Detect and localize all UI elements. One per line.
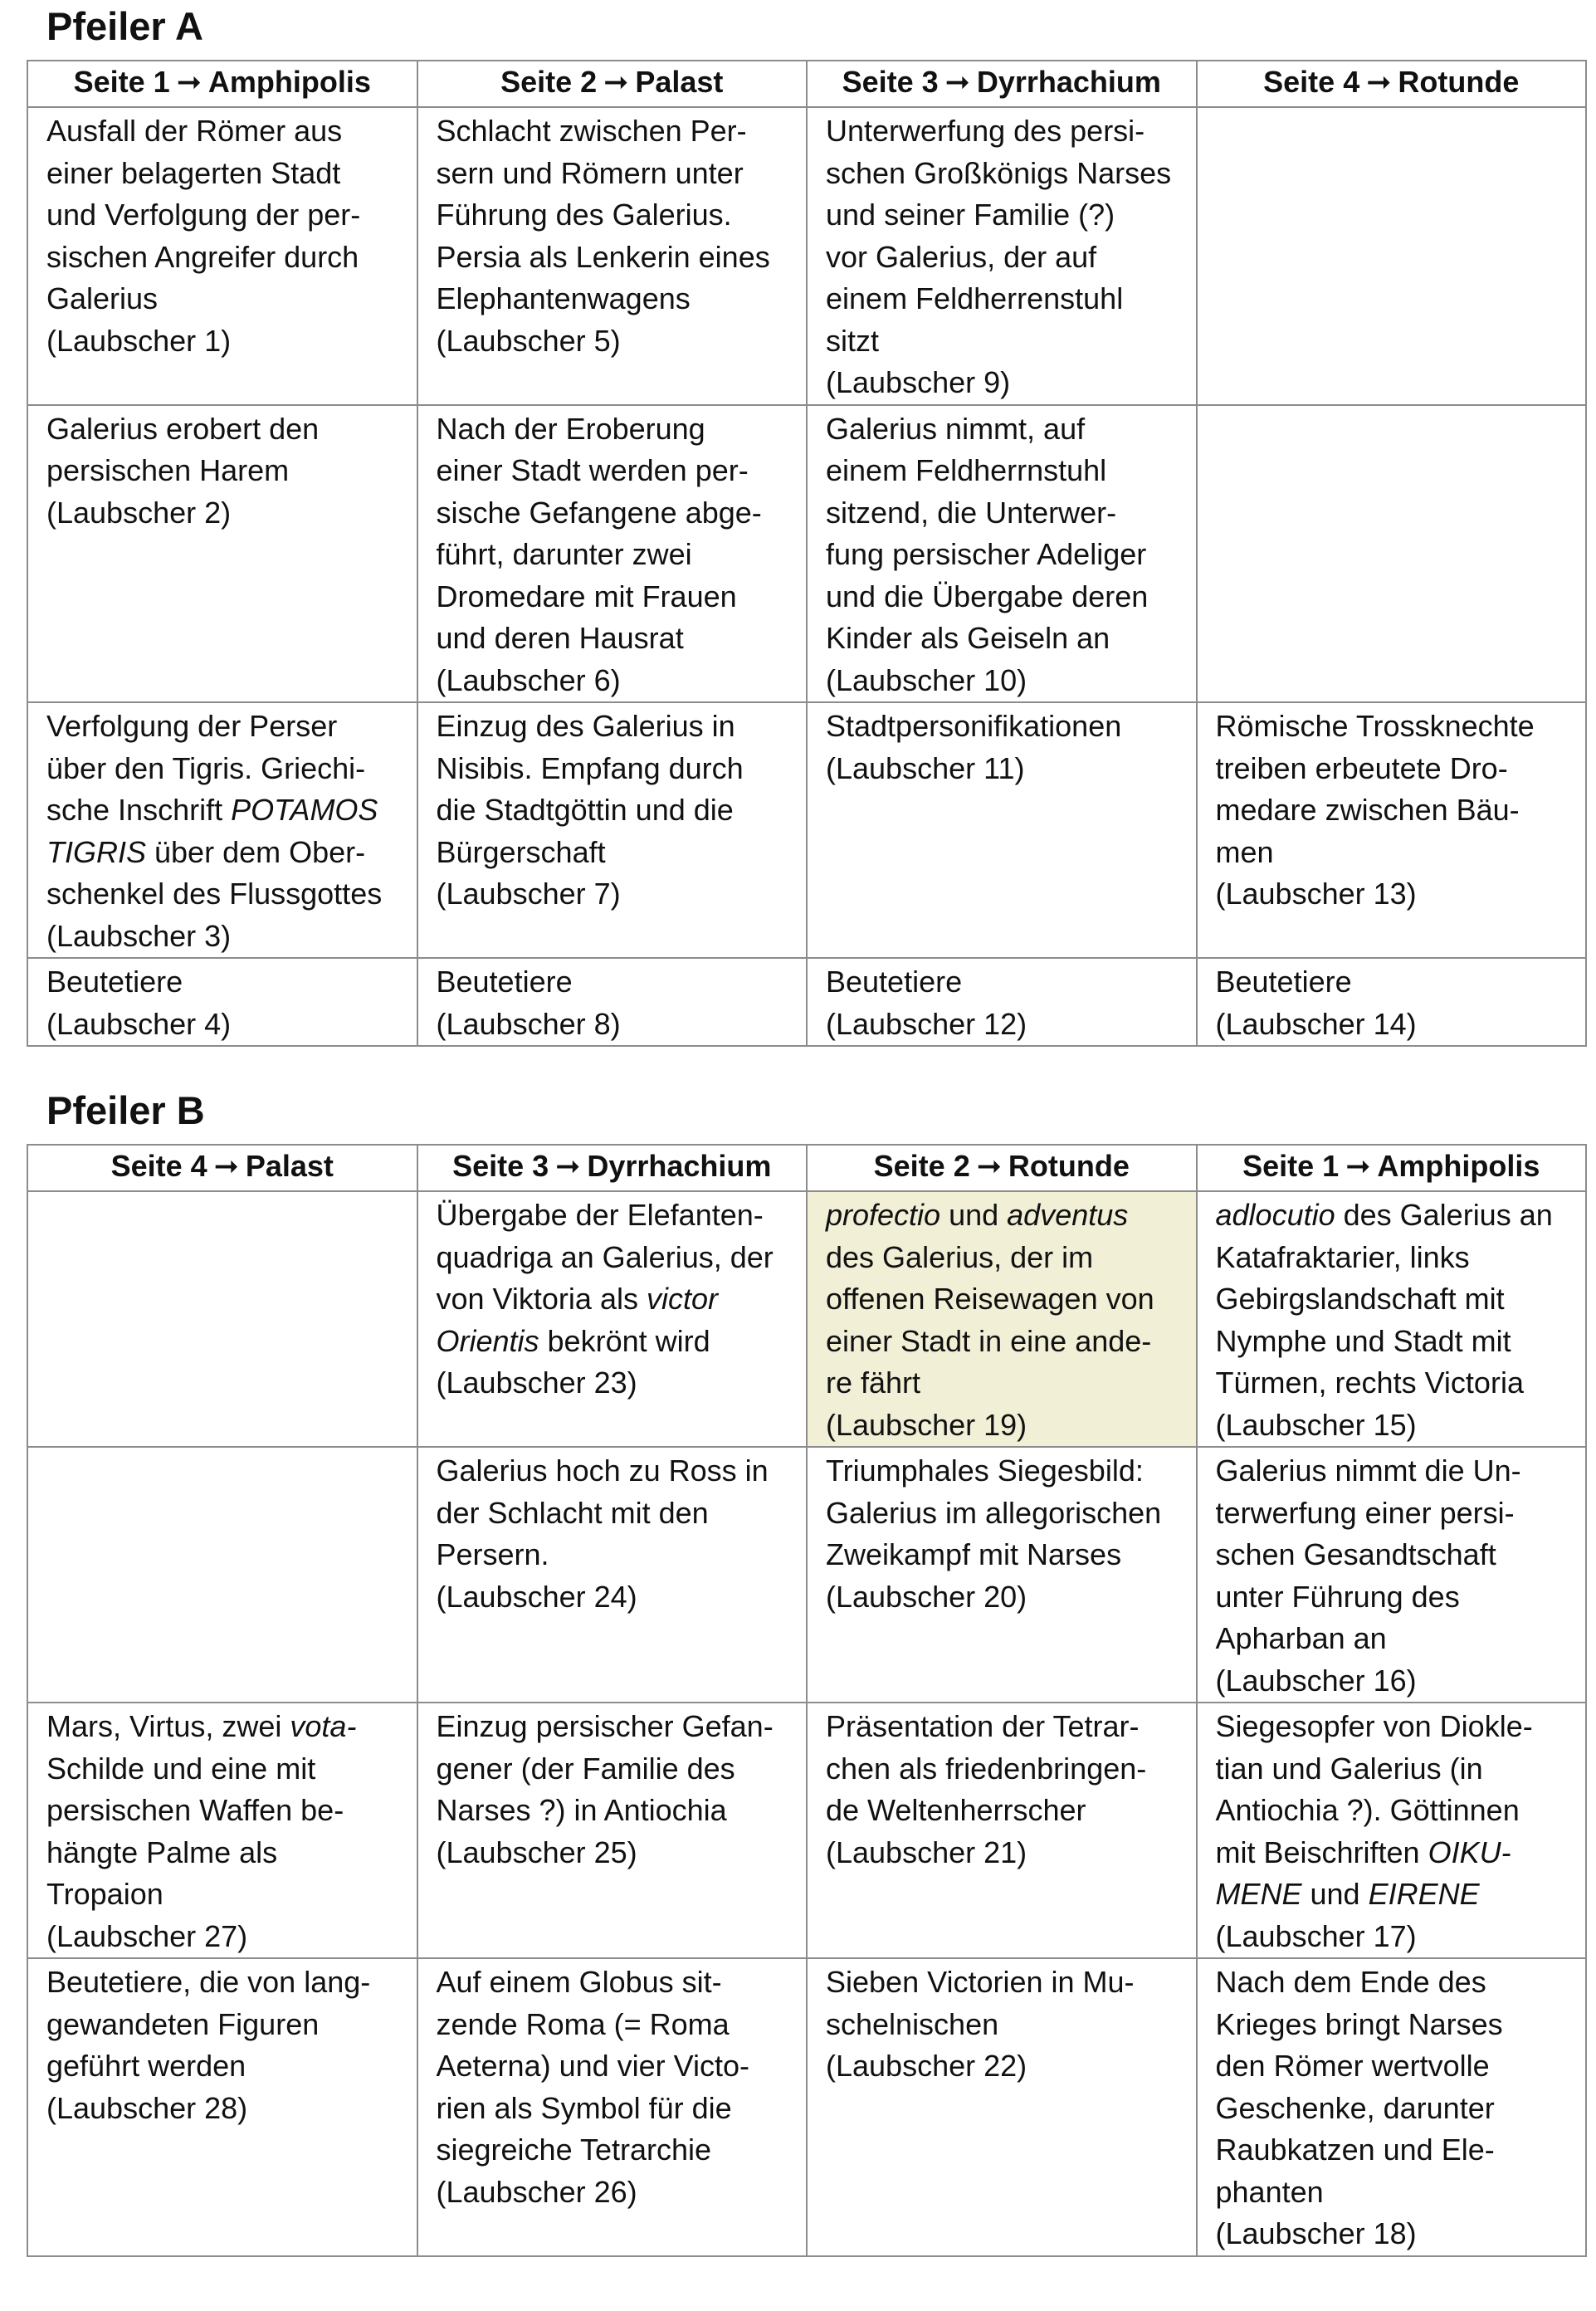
cell-line: (Laubscher 2) [46, 495, 232, 530]
table-row [27, 1703, 1586, 1958]
header-target: Rotunde [1398, 65, 1520, 99]
cell-line: (Laubscher 13) [1215, 877, 1417, 911]
table-cell [417, 1958, 808, 2256]
table-cell [417, 958, 808, 1046]
cell-line: des Galerius, der im [826, 1239, 1094, 1274]
cell-line: Verfolgung der Perser [46, 709, 338, 743]
cell-line: Mars, Virtus, zwei vota- [46, 1709, 357, 1743]
table-cell [27, 1958, 417, 2256]
cell-line: vor Galerius, der auf [826, 239, 1097, 274]
cell-line: Tropaion [46, 1877, 164, 1911]
cell-line: Dromedare mit Frauen [436, 579, 737, 613]
cell-line: einer Stadt werden per- [436, 453, 749, 487]
pillar-b-table [27, 1144, 1587, 2257]
header-target: Dyrrhachium [587, 1149, 772, 1183]
cell-line: (Laubscher 21) [826, 1835, 1027, 1869]
pillar-a-title: Pfeiler A [46, 4, 203, 48]
cell-line: (Laubscher 28) [46, 2090, 248, 2125]
table-cell [1197, 107, 1587, 405]
header-target: Amphipolis [207, 65, 371, 99]
cell-line: adlocutio des Galerius an [1215, 1198, 1553, 1232]
table-cell [807, 405, 1197, 703]
table-cell [417, 107, 808, 405]
cell-line: phanten [1215, 2174, 1324, 2209]
cell-line: gener (der Familie des [436, 1751, 735, 1786]
table-cell [27, 958, 417, 1046]
table-cell [807, 1191, 1197, 1447]
table-row [27, 1447, 1586, 1703]
cell-line: zende Roma (= Roma [436, 2006, 730, 2041]
cell-line: de Weltenherrscher [826, 1793, 1086, 1827]
table-row [27, 1958, 1586, 2256]
pillar-a-column-header [417, 61, 808, 107]
arrow-right-icon: ➞ [1345, 1149, 1371, 1183]
cell-line: Galerius hoch zu Ross in [436, 1454, 769, 1488]
cell-line: Nach der Eroberung [436, 411, 705, 446]
cell-line: Ausfall der Römer aus [46, 114, 343, 148]
cell-line: treiben erbeutete Dro- [1215, 750, 1508, 785]
cell-line: Nisibis. Empfang durch [436, 750, 744, 785]
cell-line: gewandeten Figuren [46, 2006, 320, 2041]
cell-line: Präsentation der Tetrar- [826, 1709, 1140, 1743]
table-cell [807, 702, 1197, 958]
table-cell [27, 1191, 417, 1447]
cell-line: Beutetiere [46, 965, 183, 999]
cell-line: Bürgerschaft [436, 834, 606, 869]
cell-line: von Viktoria als victor [436, 1282, 718, 1316]
cell-line: Triumphales Siegesbild: [826, 1454, 1144, 1488]
pillar-b-column-header [807, 1145, 1197, 1191]
cell-line: Führung des Galerius. [436, 198, 732, 232]
cell-line: und die Übergabe deren [826, 579, 1149, 613]
arrow-right-icon: ➞ [213, 1149, 239, 1183]
header-target: Dyrrhachium [976, 65, 1161, 99]
cell-line: (Laubscher 14) [1215, 1006, 1417, 1041]
cell-line: der Schlacht mit den [436, 1495, 709, 1530]
arrow-right-icon: ➞ [976, 1149, 1002, 1183]
table-cell [807, 958, 1197, 1046]
cell-line: re fährt [826, 1366, 921, 1400]
cell-line: Kinder als Geiseln an [826, 621, 1110, 655]
cell-line: schenkel des Flussgottes [46, 877, 383, 911]
header-side: Seite 4 [110, 1149, 207, 1183]
header-side: Seite 3 [842, 65, 939, 99]
cell-line: Beutetiere [436, 965, 573, 999]
cell-line: men [1215, 834, 1274, 869]
pillar-b-section [27, 1084, 1587, 2257]
cell-line: Antiochia ?). Göttinnen [1215, 1793, 1520, 1827]
table-row [27, 107, 1586, 405]
table-cell [1197, 702, 1587, 958]
cell-line: sitzend, die Unterwer- [826, 495, 1117, 530]
cell-line: Einzug des Galerius in [436, 709, 735, 743]
pillar-b-column-header [1197, 1145, 1587, 1191]
cell-line: Zweikampf mit Narses [826, 1537, 1122, 1571]
pillar-a-column-header [1197, 61, 1587, 107]
cell-line: Beutetiere [1215, 965, 1352, 999]
table-row [27, 1191, 1586, 1447]
cell-line: Siegesopfer von Diokle- [1215, 1709, 1533, 1743]
cell-line: sische Gefangene abge- [436, 495, 762, 530]
cell-line: offenen Reisewagen von [826, 1282, 1154, 1316]
cell-line: unter Führung des [1215, 1579, 1460, 1614]
arrow-right-icon: ➞ [944, 65, 970, 99]
cell-line: Türmen, rechts Victoria [1215, 1366, 1524, 1400]
cell-line: Galerius [46, 281, 159, 315]
table-row [27, 702, 1586, 958]
header-target: Rotunde [1008, 1149, 1130, 1183]
cell-line: Narses ?) in Antiochia [436, 1793, 727, 1827]
cell-line: (Laubscher 12) [826, 1006, 1027, 1041]
cell-line: Raubkatzen und Ele- [1215, 2133, 1495, 2167]
cell-line: und seiner Familie (?) [826, 198, 1115, 232]
header-target: Amphipolis [1377, 1149, 1540, 1183]
cell-line: einer Stadt in eine ande- [826, 1323, 1152, 1358]
cell-line: (Laubscher 26) [436, 2174, 637, 2209]
cell-line: (Laubscher 4) [46, 1006, 232, 1041]
cell-line: Galerius im allegorischen [826, 1495, 1162, 1530]
cell-line: Sieben Victorien in Mu- [826, 1965, 1135, 1999]
table-cell [417, 702, 808, 958]
cell-line: Nymphe und Stadt mit [1215, 1323, 1511, 1358]
cell-line: (Laubscher 5) [436, 323, 621, 358]
cell-line: (Laubscher 18) [1215, 2216, 1417, 2250]
table-cell [1197, 958, 1587, 1046]
cell-line: sitzt [826, 323, 880, 358]
cell-line: schen Gesandtschaft [1215, 1537, 1496, 1571]
cell-line: Orientis bekrönt wird [436, 1323, 710, 1358]
cell-line: profectio und adventus [826, 1198, 1129, 1232]
pillar-a-section [27, 0, 1587, 1047]
cell-line: Schilde und eine mit [46, 1751, 316, 1786]
cell-line: Auf einem Globus sit- [436, 1965, 722, 1999]
cell-line: Galerius nimmt die Un- [1215, 1454, 1521, 1488]
cell-line: (Laubscher 22) [826, 2049, 1027, 2083]
cell-line: persischen Waffen be- [46, 1793, 344, 1827]
cell-line: Krieges bringt Narses [1215, 2006, 1503, 2041]
pillar-a-table [27, 60, 1587, 1047]
cell-line: (Laubscher 6) [436, 662, 621, 697]
cell-line: (Laubscher 16) [1215, 1663, 1417, 1698]
header-target: Palast [635, 65, 724, 99]
cell-line: (Laubscher 8) [436, 1006, 621, 1041]
cell-line: rien als Symbol für die [436, 2090, 732, 2125]
cell-line: (Laubscher 27) [46, 1918, 248, 1953]
cell-line: (Laubscher 11) [826, 750, 1025, 785]
header-side: Seite 4 [1263, 65, 1360, 99]
cell-line: MENE und EIRENE [1215, 1877, 1480, 1911]
cell-line: Elephantenwagens [436, 281, 691, 315]
cell-line: (Laubscher 19) [826, 1407, 1027, 1442]
table-cell [1197, 1191, 1587, 1447]
cell-line: (Laubscher 25) [436, 1835, 637, 1869]
cell-line: Apharban an [1215, 1621, 1387, 1655]
pillar-a-column-header [807, 61, 1197, 107]
cell-line: terwerfung einer persi- [1215, 1495, 1515, 1530]
table-cell [1197, 405, 1587, 703]
cell-line: (Laubscher 1) [46, 323, 232, 358]
cell-line: einem Feldherrnstuhl [826, 453, 1107, 487]
table-cell [807, 1703, 1197, 1958]
cell-line: und Verfolgung der per- [46, 198, 361, 232]
table-cell [1197, 1447, 1587, 1703]
cell-line: siegreiche Tetrarchie [436, 2133, 712, 2167]
cell-line: einem Feldherrenstuhl [826, 281, 1124, 315]
cell-line: quadriga an Galerius, der [436, 1239, 774, 1274]
table-cell [807, 107, 1197, 405]
cell-line: (Laubscher 7) [436, 877, 621, 911]
cell-line: fung persischer Adeliger [826, 537, 1147, 571]
cell-line: Persia als Lenkerin eines [436, 239, 770, 274]
cell-line: Aeterna) und vier Victo- [436, 2049, 750, 2083]
header-target: Palast [245, 1149, 334, 1183]
pillar-b-column-header [417, 1145, 808, 1191]
cell-line: mit Beischriften OIKU- [1215, 1835, 1511, 1869]
cell-line: (Laubscher 23) [436, 1366, 637, 1400]
table-cell [807, 1447, 1197, 1703]
table-cell [27, 1703, 417, 1958]
cell-line: Gebirgslandschaft mit [1215, 1282, 1505, 1316]
cell-line: hängte Palme als [46, 1835, 278, 1869]
header-side: Seite 2 [873, 1149, 970, 1183]
table-cell [27, 702, 417, 958]
cell-line: und deren Hausrat [436, 621, 684, 655]
cell-line: (Laubscher 15) [1215, 1407, 1417, 1442]
cell-line: den Römer wertvolle [1215, 2049, 1490, 2083]
cell-line: sischen Angreifer durch [46, 239, 359, 274]
table-cell [27, 405, 417, 703]
cell-line: die Stadtgöttin und die [436, 793, 734, 827]
table-cell [807, 1958, 1197, 2256]
header-side: Seite 1 [1242, 1149, 1340, 1183]
table-cell [417, 1191, 808, 1447]
header-side: Seite 1 [73, 65, 170, 99]
table-row [27, 958, 1586, 1046]
cell-line: Katafraktarier, links [1215, 1239, 1470, 1274]
table-cell [417, 405, 808, 703]
cell-line: schen Großkönigs Narses [826, 155, 1172, 190]
cell-line: tian und Galerius (in [1215, 1751, 1483, 1786]
cell-line: chen als friedenbringen- [826, 1751, 1147, 1786]
table-cell [1197, 1958, 1587, 2256]
table-cell [417, 1447, 808, 1703]
cell-line: Stadtpersonifikationen [826, 709, 1122, 743]
table-cell [417, 1703, 808, 1958]
table-cell [1197, 1703, 1587, 1958]
cell-line: führt, darunter zwei [436, 537, 692, 571]
cell-line: medare zwischen Bäu- [1215, 793, 1520, 827]
cell-line: Galerius nimmt, auf [826, 411, 1086, 446]
header-side: Seite 3 [452, 1149, 549, 1183]
cell-line: (Laubscher 3) [46, 918, 232, 953]
cell-line: Übergabe der Elefanten- [436, 1198, 764, 1232]
arrow-right-icon: ➞ [1366, 65, 1392, 99]
pillar-a-header-row [27, 61, 1586, 107]
cell-line: Schlacht zwischen Per- [436, 114, 747, 148]
cell-line: Persern. [436, 1537, 549, 1571]
pillar-b-header-row [27, 1145, 1586, 1191]
cell-line: sche Inschrift POTAMOS [46, 793, 378, 827]
cell-line: (Laubscher 24) [436, 1579, 637, 1614]
cell-line: (Laubscher 9) [826, 365, 1011, 399]
cell-line: Beutetiere, die von lang- [46, 1965, 371, 1999]
header-side: Seite 2 [500, 65, 598, 99]
pillar-a-column-header [27, 61, 417, 107]
cell-line: Beutetiere [826, 965, 963, 999]
arrow-right-icon: ➞ [603, 65, 629, 99]
cell-line: Römische Trossknechte [1215, 709, 1535, 743]
cell-line: einer belagerten Stadt [46, 155, 341, 190]
cell-line: Einzug persischer Gefan- [436, 1709, 774, 1743]
cell-line: schelnischen [826, 2006, 999, 2041]
cell-line: (Laubscher 10) [826, 662, 1027, 697]
cell-line: geführt werden [46, 2049, 246, 2083]
arrow-right-icon: ➞ [555, 1149, 581, 1183]
cell-line: Nach dem Ende des [1215, 1965, 1486, 1999]
cell-line: über den Tigris. Griechi- [46, 750, 366, 785]
table-row [27, 405, 1586, 703]
table-cell [27, 107, 417, 405]
pillar-b-title: Pfeiler B [46, 1088, 205, 1132]
cell-line: persischen Harem [46, 453, 290, 487]
cell-line: Geschenke, darunter [1215, 2090, 1495, 2125]
table-cell [27, 1447, 417, 1703]
cell-line: sern und Römern unter [436, 155, 744, 190]
pillar-b-column-header [27, 1145, 417, 1191]
cell-line: (Laubscher 17) [1215, 1918, 1417, 1953]
arrow-right-icon: ➞ [176, 65, 202, 99]
cell-line: Galerius erobert den [46, 411, 320, 446]
cell-line: Unterwerfung des persi- [826, 114, 1145, 148]
cell-line: TIGRIS über dem Ober- [46, 834, 366, 869]
cell-line: (Laubscher 20) [826, 1579, 1027, 1614]
